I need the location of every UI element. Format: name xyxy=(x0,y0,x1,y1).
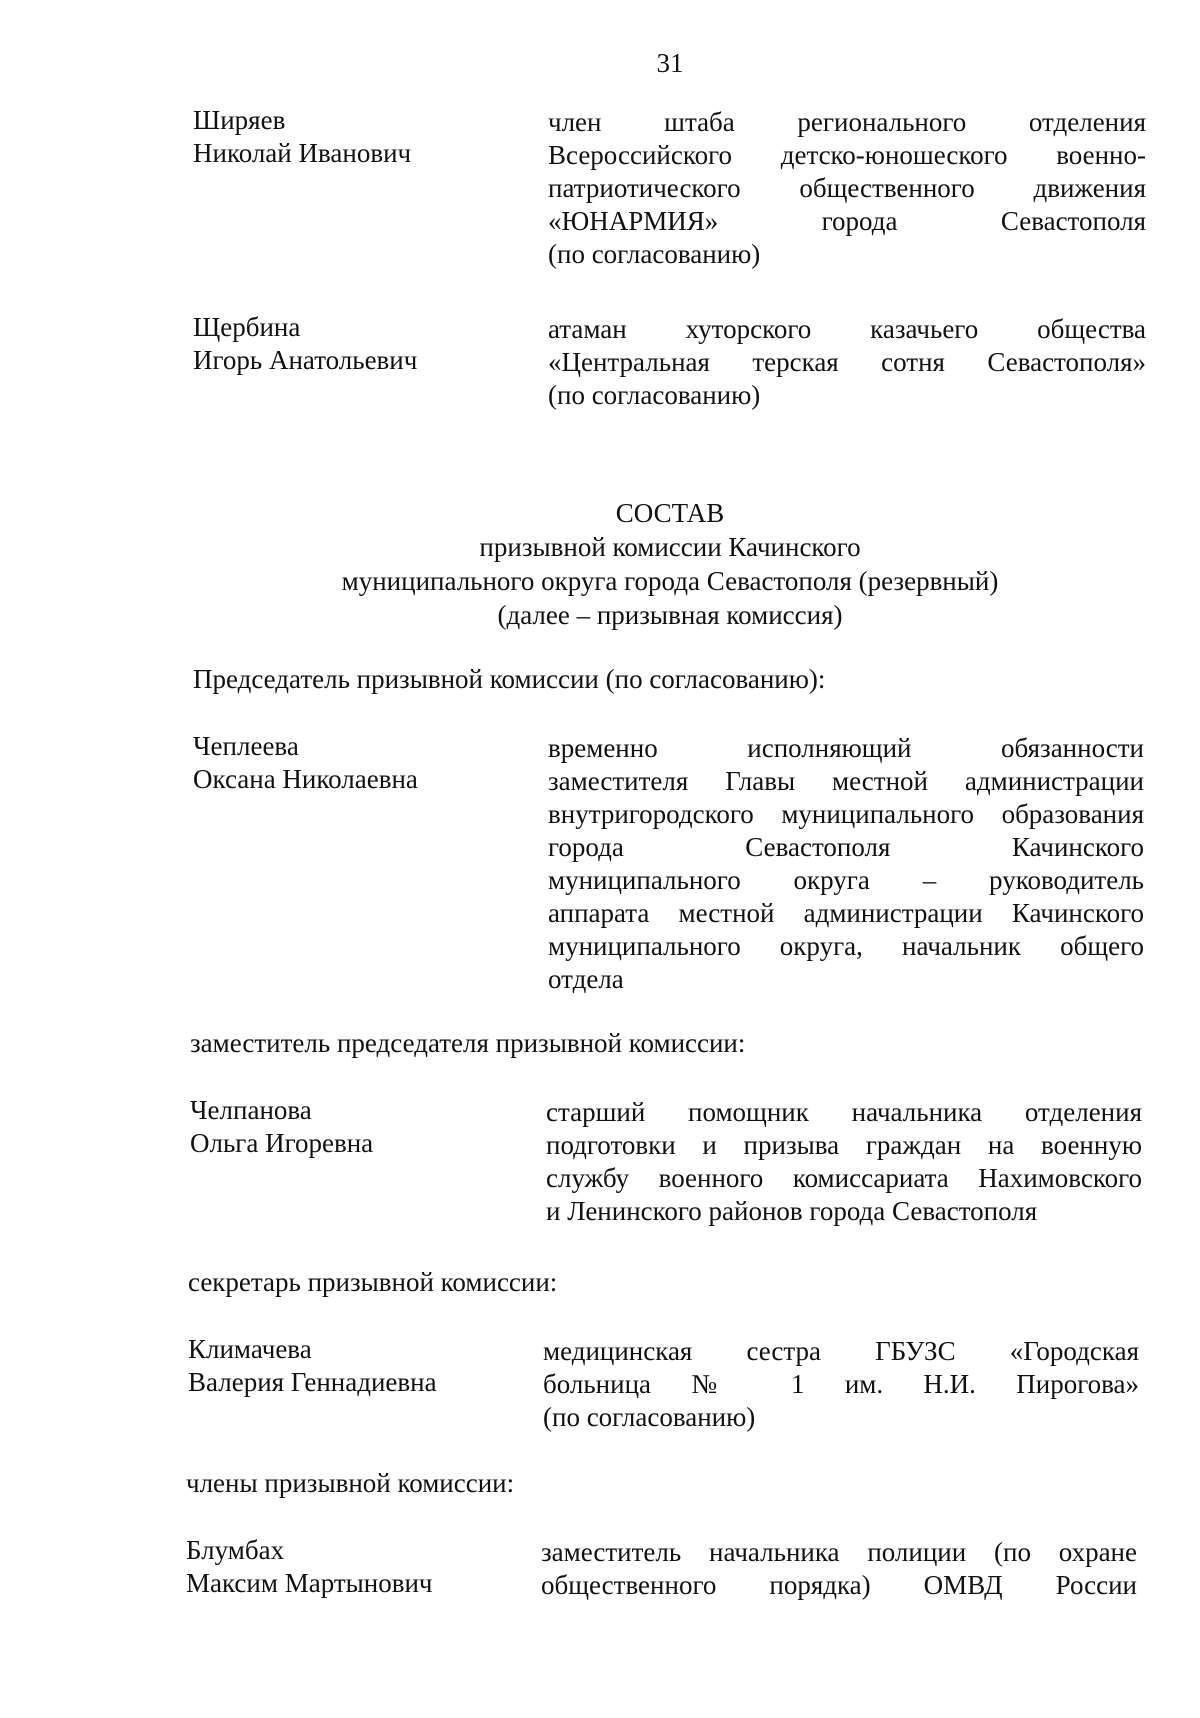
member-name xyxy=(193,104,493,170)
position-line: заместитель начальника полиции (по охране xyxy=(541,1537,1137,1567)
position-line: муниципального округа, начальник общего xyxy=(548,931,1144,961)
position-line: аппарата местной администрации Качинского xyxy=(548,898,1144,928)
member-given-name: Игорь Анатольевич xyxy=(193,345,418,375)
position-line: временно исполняющий обязанности xyxy=(548,733,1144,763)
deputy-label: заместитель председателя призывной комиссии: xyxy=(190,1028,746,1058)
page-number: 31 xyxy=(656,48,684,78)
position-line: «Центральная терская сотня Севастополя» xyxy=(548,347,1146,377)
member-surname: Челпанова xyxy=(190,1095,312,1125)
position-line: (по согласованию) xyxy=(548,380,761,410)
position-line: атаман хуторского казачьего общества xyxy=(548,314,1146,344)
position-line: подготовки и призыва граждан на военную xyxy=(546,1130,1142,1160)
member-position xyxy=(543,1335,1139,1434)
member-position xyxy=(548,732,1144,996)
member-entry-chair xyxy=(0,730,1200,1000)
member-given-name: Ольга Игоревна xyxy=(190,1128,374,1158)
position-line: «ЮНАРМИЯ» города Севастополя xyxy=(548,206,1146,236)
position-line: патриотического общественного движения xyxy=(548,173,1146,203)
member-position xyxy=(546,1096,1142,1228)
member-surname: Щербина xyxy=(193,312,301,342)
member-given-name: Валерия Геннадиевна xyxy=(188,1367,437,1397)
secretary-label: секретарь призывной комиссии: xyxy=(188,1267,558,1297)
member-entry-secretary xyxy=(0,1333,1200,1443)
member-given-name: Оксана Николаевна xyxy=(193,764,418,794)
position-line: член штаба регионального отделения xyxy=(548,107,1146,137)
position-line: и Ленинского районов города Севастополя xyxy=(546,1196,1038,1226)
position-line: службу военного комиссариата Нахимовского xyxy=(546,1163,1142,1193)
member-given-name: Николай Иванович xyxy=(193,138,412,168)
position-line: города Севастополя Качинского xyxy=(548,832,1144,862)
member-name xyxy=(190,1094,490,1160)
member-position xyxy=(548,313,1146,412)
member-surname: Климачева xyxy=(188,1334,312,1364)
member-surname: Ширяев xyxy=(193,105,286,135)
position-line: медицинская сестра ГБУЗС «Городская xyxy=(543,1336,1139,1366)
member-entry-blumbakh xyxy=(0,1534,1200,1614)
chair-label: Председатель призывной комиссии (по согласованию): xyxy=(193,664,826,694)
member-name xyxy=(193,730,493,796)
section-heading-title: СОСТАВ xyxy=(615,498,725,528)
position-line: больница № 1 им. Н.И. Пирогова» xyxy=(543,1369,1139,1399)
position-line: общественного порядка) ОМВД России xyxy=(541,1570,1137,1600)
member-entry-shcherbina xyxy=(0,311,1200,421)
position-line: старший помощник начальника отделения xyxy=(546,1097,1142,1127)
member-name xyxy=(186,1534,486,1600)
member-position xyxy=(548,106,1146,271)
section-heading-line: муниципального округа города Севастополя (резервный) xyxy=(341,566,999,596)
position-line: (по согласованию) xyxy=(548,239,761,269)
position-line: (по согласованию) xyxy=(543,1402,756,1432)
member-name xyxy=(193,311,493,377)
member-given-name: Максим Мартынович xyxy=(186,1568,433,1598)
position-line: внутригородского муниципального образования xyxy=(548,799,1144,829)
member-entry-shiryaev xyxy=(0,104,1200,274)
position-line: муниципального округа – руководитель xyxy=(548,865,1144,895)
position-line: заместителя Главы местной администрации xyxy=(548,766,1144,796)
member-surname: Чеплеева xyxy=(193,731,299,761)
member-surname: Блумбах xyxy=(186,1535,285,1565)
member-entry-deputy xyxy=(0,1094,1200,1234)
member-position xyxy=(541,1536,1137,1602)
members-label: члены призывной комиссии: xyxy=(186,1468,515,1498)
position-line: Всероссийского детско-юношеского военно- xyxy=(548,140,1146,170)
section-heading-line: (далее – призывная комиссия) xyxy=(497,600,843,630)
position-line: отдела xyxy=(548,964,624,994)
member-name xyxy=(188,1333,488,1399)
section-heading-line: призывной комиссии Качинского xyxy=(479,532,861,562)
